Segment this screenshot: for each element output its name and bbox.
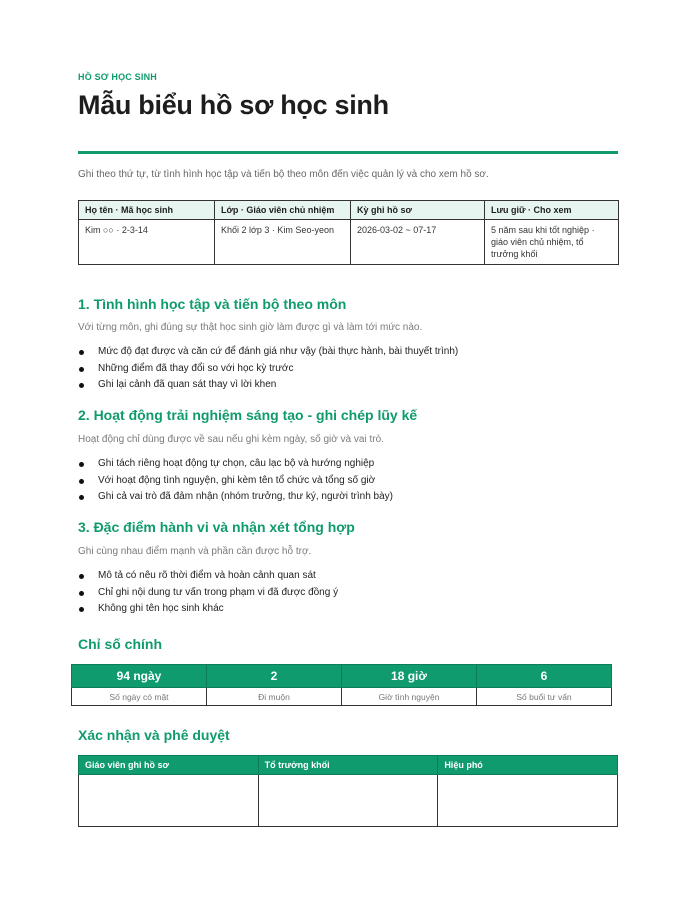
list-item: Mô tả có nêu rõ thời điểm và hoàn cảnh quan sát (78, 568, 618, 585)
student-info-table (78, 200, 619, 265)
stat-value: 94 ngày (72, 665, 207, 688)
signature-box[interactable] (438, 775, 618, 827)
header-cell-class: Lớp · Giáo viên chủ nhiệm (215, 201, 351, 220)
list-item: Chỉ ghi nội dung tư vấn trong phạm vi đã được đồng ý (78, 585, 618, 602)
section-1-list (78, 344, 618, 394)
stat-label: Đi muộn (207, 688, 342, 706)
stat-value: 18 giờ (342, 665, 477, 688)
approver-recording-teacher: Giáo viên ghi hồ sơ (79, 756, 259, 775)
approver-vice-principal: Hiệu phó (438, 756, 618, 775)
section-1-subtitle: Với từng môn, ghi đúng sự thật học sinh giờ làm được gì và làm tới mức nào. (78, 322, 423, 333)
intro-text: Ghi theo thứ tự, từ tình hình học tập và tiến bộ theo môn đến việc quản lý và cho xem hồ sơ. (78, 169, 489, 180)
section-3-list (78, 568, 618, 618)
header-cell-retention: Lưu giữ · Cho xem (485, 201, 619, 220)
stat-label: Số ngày có mặt (72, 688, 207, 706)
cell-period: 2026-03-02 ~ 07-17 (351, 220, 485, 265)
section-3-title: 3. Đặc điểm hành vi và nhận xét tổng hợp (78, 519, 355, 535)
list-item: Mức độ đạt được và căn cứ để đánh giá như vậy (bài thực hành, bài thuyết trình) (78, 344, 618, 361)
list-item: Ghi lại cảnh đã quan sát thay vì lời khen (78, 377, 618, 394)
list-item: Ghi tách riêng hoạt động tự chọn, câu lạc bộ và hướng nghiệp (78, 456, 618, 473)
signature-box[interactable] (258, 775, 438, 827)
approval-table (78, 755, 618, 827)
stat-label: Giờ tình nguyện (342, 688, 477, 706)
title-divider (78, 151, 618, 154)
section-1-title: 1. Tình hình học tập và tiến bộ theo môn (78, 296, 347, 312)
signature-box[interactable] (79, 775, 259, 827)
table-row (79, 220, 619, 265)
stat-label: Số buổi tư vấn (477, 688, 612, 706)
approver-grade-head: Tổ trưởng khối (258, 756, 438, 775)
list-item: Không ghi tên học sinh khác (78, 601, 618, 618)
stat-value: 6 (477, 665, 612, 688)
document-eyebrow: HỒ SƠ HỌC SINH (78, 72, 157, 82)
cell-retention: 5 năm sau khi tốt nghiệp · giáo viên chủ nhiệm, tổ trưởng khối (485, 220, 619, 265)
stat-value: 2 (207, 665, 342, 688)
approval-header-row (79, 756, 618, 775)
stats-label-row (72, 688, 612, 706)
signature-row (79, 775, 618, 827)
key-stats-table (71, 664, 612, 706)
list-item: Với hoạt động tình nguyện, ghi kèm tên tổ chức và tổng số giờ (78, 473, 618, 490)
section-2-title: 2. Hoạt động trải nghiệm sáng tạo - ghi chép lũy kế (78, 407, 418, 423)
section-2-list (78, 456, 618, 506)
table-header-row (79, 201, 619, 220)
stats-value-row (72, 665, 612, 688)
stats-title: Chỉ số chính (78, 636, 162, 652)
cell-class: Khối 2 lớp 3 · Kim Seo-yeon (215, 220, 351, 265)
list-item: Những điểm đã thay đổi so với học kỳ trước (78, 361, 618, 378)
section-2-subtitle: Hoạt động chỉ dùng được về sau nếu ghi kèm ngày, số giờ và vai trò. (78, 434, 384, 445)
cell-name: Kim ○○ · 2-3-14 (79, 220, 215, 265)
header-cell-period: Kỳ ghi hồ sơ (351, 201, 485, 220)
page-title: Mẫu biểu hồ sơ học sinh (78, 90, 389, 120)
section-3-subtitle: Ghi cùng nhau điểm mạnh và phần cần được hỗ trợ. (78, 546, 312, 557)
list-item: Ghi cả vai trò đã đảm nhận (nhóm trưởng, thư ký, người trình bày) (78, 489, 618, 506)
approval-title: Xác nhận và phê duyệt (78, 727, 230, 743)
header-cell-name: Họ tên · Mã học sinh (79, 201, 215, 220)
